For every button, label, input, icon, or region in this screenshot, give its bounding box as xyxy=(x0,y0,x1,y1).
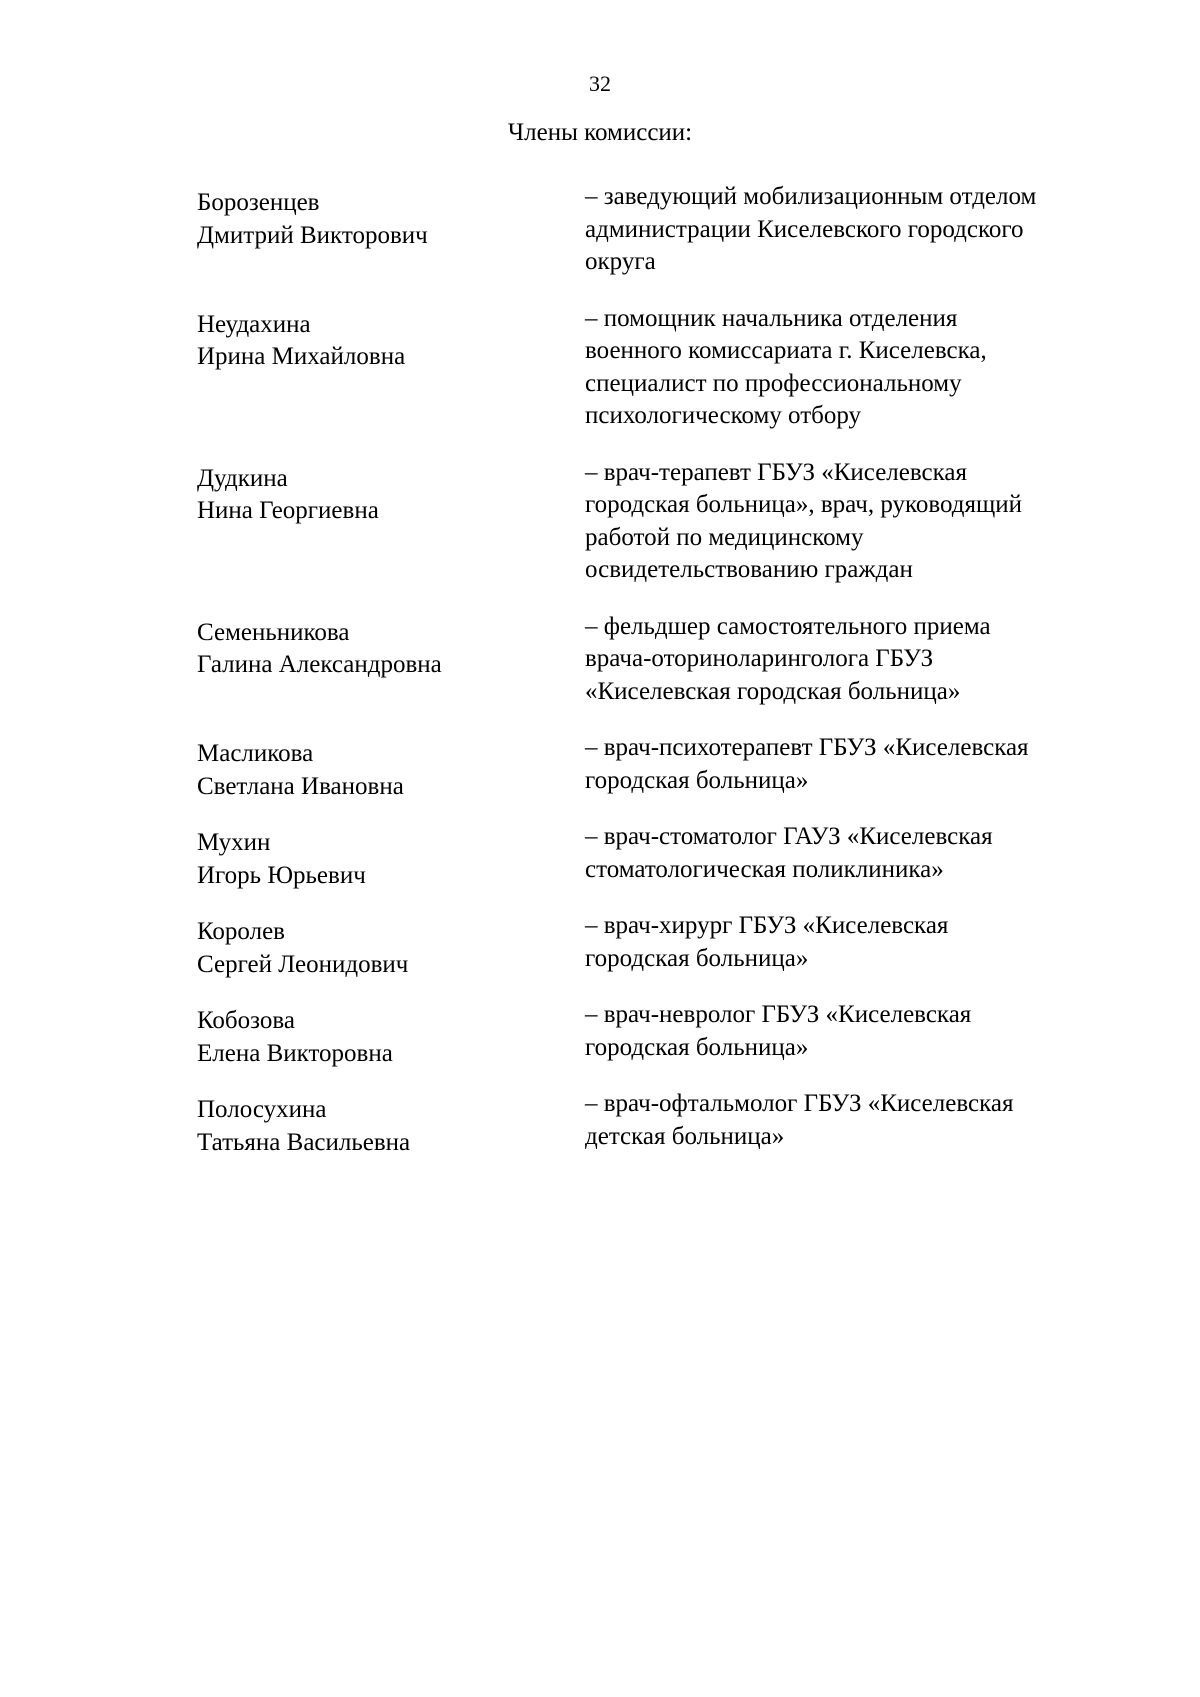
member-given-names: Елена Викторовна xyxy=(197,1039,393,1067)
role-line: округа xyxy=(585,248,656,275)
role-line: городская больница» xyxy=(585,1033,809,1061)
member-name xyxy=(197,187,577,252)
member-surname: Полосухина xyxy=(197,1096,327,1123)
member-surname: Дудкина xyxy=(197,464,288,492)
member-surname: Мухин xyxy=(197,829,271,856)
member-surname: Неудахина xyxy=(197,310,311,338)
member-surname: Борозенцев xyxy=(197,189,320,216)
member-role xyxy=(585,181,1105,279)
member-role xyxy=(585,910,1105,975)
role-line: – врач-стоматолог ГАУЗ «Киселевская xyxy=(585,823,993,850)
role-line: городская больница» xyxy=(585,766,809,794)
page-number: 32 xyxy=(589,71,611,96)
member-given-names: Галина Александровна xyxy=(197,651,442,678)
member-name xyxy=(197,463,577,528)
member-entry xyxy=(0,821,1200,889)
role-line: «Киселевская городская больница» xyxy=(585,677,961,705)
member-name xyxy=(197,1005,577,1070)
member-name xyxy=(197,309,577,374)
member-entry xyxy=(0,1088,1200,1156)
member-entry xyxy=(0,303,1200,433)
role-line: врача-оториноларинголога ГБУЗ xyxy=(585,645,934,672)
role-line: освидетельствованию граждан xyxy=(585,556,913,583)
role-line: работой по медицинскому xyxy=(585,523,864,551)
member-role xyxy=(585,611,1105,709)
member-given-names: Татьяна Васильевна xyxy=(197,1128,411,1156)
member-given-names: Светлана Ивановна xyxy=(197,772,404,800)
role-line: – врач-невролог ГБУЗ «Киселевская xyxy=(585,1001,972,1028)
role-line: – врач-хирург ГБУЗ «Киселевская xyxy=(585,912,949,939)
role-line: детская больница» xyxy=(585,1122,785,1150)
role-line: военного комиссариата г. Киселевска, xyxy=(585,337,987,364)
member-surname: Масликова xyxy=(197,740,314,767)
member-entry xyxy=(0,611,1200,709)
role-line: – врач-психотерапевт ГБУЗ «Киселевская xyxy=(585,734,1029,761)
member-name xyxy=(197,916,577,981)
role-line: специалист по профессиональному xyxy=(585,369,962,397)
member-role xyxy=(585,821,1105,886)
role-line: – помощник начальника отделения xyxy=(585,304,958,332)
role-line: – фельдшер самостоятельного приема xyxy=(585,612,991,640)
role-line: стоматологическая поликлиника» xyxy=(585,855,944,883)
member-role xyxy=(585,1088,1105,1153)
member-name xyxy=(197,1094,577,1159)
member-given-names: Сергей Леонидович xyxy=(197,950,409,978)
role-line: – врач-офтальмолог ГБУЗ «Киселевская xyxy=(585,1090,1014,1117)
member-name xyxy=(197,827,577,892)
member-entry xyxy=(0,181,1200,279)
member-entry xyxy=(0,999,1200,1067)
commission-members-list xyxy=(0,181,1200,1156)
member-role xyxy=(585,303,1105,433)
role-line: психологическому отбору xyxy=(585,402,862,429)
role-line: городская больница», врач, руководящий xyxy=(585,491,1022,518)
role-line: – заведующий мобилизационным отделом xyxy=(585,183,1037,210)
member-role xyxy=(585,999,1105,1064)
member-given-names: Нина Георгиевна xyxy=(197,497,379,524)
member-name xyxy=(197,738,577,803)
role-line: – врач-терапевт ГБУЗ «Киселевская xyxy=(585,458,967,486)
member-surname: Семеньникова xyxy=(197,618,350,646)
member-entry xyxy=(0,732,1200,800)
member-given-names: Игорь Юрьевич xyxy=(197,861,366,889)
member-role xyxy=(585,732,1105,797)
role-line: администрации Киселевского городского xyxy=(585,215,1024,243)
member-entry xyxy=(0,457,1200,587)
role-line: городская больница» xyxy=(585,944,809,972)
member-role xyxy=(585,457,1105,587)
member-surname: Кобозова xyxy=(197,1007,295,1034)
member-given-names: Ирина Михайловна xyxy=(197,343,406,370)
member-given-names: Дмитрий Викторович xyxy=(197,221,428,249)
member-entry xyxy=(0,910,1200,978)
section-heading: Члены комиссии: xyxy=(507,119,693,146)
member-name xyxy=(197,617,577,682)
member-surname: Королев xyxy=(197,918,285,945)
